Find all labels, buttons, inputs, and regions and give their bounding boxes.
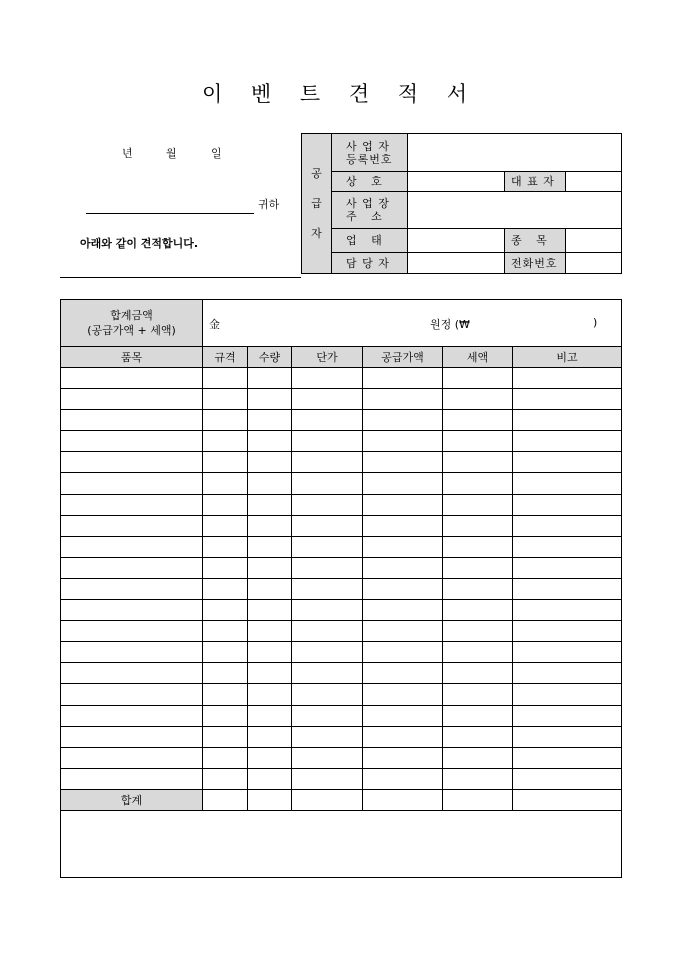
phone-label: 전화번호 [505,253,566,274]
table-cell[interactable] [203,494,248,515]
table-cell[interactable] [203,410,248,431]
table-cell[interactable] [203,389,248,410]
table-cell[interactable] [513,389,622,410]
table-cell[interactable] [443,536,513,557]
table-cell[interactable] [248,431,292,452]
won-label: 원정 (₩ [430,318,470,331]
col-header-supply-amount: 공급가액 [363,347,443,368]
table-cell[interactable] [61,431,203,452]
table-cell[interactable] [363,494,443,515]
item-field[interactable] [566,229,622,253]
table-cell[interactable] [203,536,248,557]
item-label: 종 목 [505,229,566,253]
table-cell[interactable] [61,600,203,621]
col-header-tax: 세액 [443,347,513,368]
table-cell[interactable] [513,705,622,726]
company-label: 상 호 [332,172,408,192]
address-label-line2: 주 소 [346,210,383,223]
total-amount-label-line1: 합계금액 [110,309,153,322]
footer-cell[interactable] [363,789,443,810]
table-cell[interactable] [61,452,203,473]
table-cell[interactable] [443,368,513,389]
table-row [61,431,622,452]
table-cell[interactable] [61,473,203,494]
table-cell[interactable] [61,578,203,599]
table-row [61,663,622,684]
table-cell[interactable] [203,621,248,642]
table-cell[interactable] [248,684,292,705]
date-month-label: 월 [166,147,177,160]
table-cell[interactable] [203,452,248,473]
table-row [61,705,622,726]
table-cell[interactable] [443,410,513,431]
table-cell[interactable] [203,684,248,705]
supplier-side-label [302,134,332,274]
table-cell[interactable] [292,557,363,578]
col-header-spec: 규격 [203,347,248,368]
table-cell[interactable] [363,557,443,578]
table-cell[interactable] [203,368,248,389]
col-header-unit-price: 단가 [292,347,363,368]
table-cell[interactable] [363,389,443,410]
reg-no-label [332,134,408,172]
company-field[interactable] [408,172,505,192]
table-cell[interactable] [443,705,513,726]
table-cell[interactable] [363,536,443,557]
recipient-suffix: 귀하 [258,198,280,211]
supplier-table [301,133,622,274]
table-cell[interactable] [203,515,248,536]
supplier-side-char-1: 공 [311,166,322,180]
table-cell[interactable] [363,515,443,536]
table-cell[interactable] [248,557,292,578]
table-cell[interactable] [363,431,443,452]
table-cell[interactable] [443,389,513,410]
table-row [61,557,622,578]
table-row [61,368,622,389]
table-cell[interactable] [513,557,622,578]
table-cell[interactable] [443,578,513,599]
table-cell[interactable] [248,747,292,768]
page-title: 이 벤 트 견 적 서 [201,82,479,106]
table-cell[interactable] [203,768,248,789]
recipient-line[interactable] [86,213,254,214]
table-cell[interactable] [363,600,443,621]
table-cell[interactable] [292,642,363,663]
table-cell[interactable] [248,494,292,515]
table-cell[interactable] [248,368,292,389]
table-cell[interactable] [61,557,203,578]
table-cell[interactable] [513,747,622,768]
table-row [61,726,622,747]
table-cell[interactable] [203,473,248,494]
table-cell[interactable] [292,431,363,452]
table-cell[interactable] [292,621,363,642]
table-cell[interactable] [61,747,203,768]
table-row [61,494,622,515]
table-cell[interactable] [248,473,292,494]
table-cell[interactable] [513,726,622,747]
table-cell[interactable] [513,515,622,536]
reg-no-field[interactable] [408,134,622,172]
table-cell[interactable] [363,747,443,768]
table-cell[interactable] [443,557,513,578]
address-field[interactable] [408,192,622,229]
table-cell[interactable] [292,473,363,494]
table-cell[interactable] [292,515,363,536]
table-cell[interactable] [513,368,622,389]
table-cell[interactable] [292,452,363,473]
phone-field[interactable] [566,253,622,274]
table-row [61,578,622,599]
table-cell[interactable] [513,642,622,663]
table-cell[interactable] [513,431,622,452]
footer-total-label: 합계 [61,789,203,810]
table-cell[interactable] [292,705,363,726]
table-cell[interactable] [61,389,203,410]
table-cell[interactable] [61,768,203,789]
table-cell[interactable] [292,600,363,621]
column-header-row [61,347,622,368]
table-row [61,452,622,473]
table-cell[interactable] [61,515,203,536]
table-cell[interactable] [443,663,513,684]
table-cell[interactable] [443,494,513,515]
table-cell[interactable] [248,452,292,473]
table-cell[interactable] [443,600,513,621]
table-cell[interactable] [513,536,622,557]
table-cell[interactable] [443,621,513,642]
table-cell[interactable] [513,578,622,599]
table-cell[interactable] [292,768,363,789]
table-cell[interactable] [292,389,363,410]
table-cell[interactable] [248,410,292,431]
total-amount-field[interactable] [203,300,622,347]
table-row [61,642,622,663]
table-cell[interactable] [363,705,443,726]
table-cell[interactable] [61,705,203,726]
footer-cell[interactable] [513,789,622,810]
table-cell[interactable] [363,621,443,642]
table-cell[interactable] [248,515,292,536]
rep-field[interactable] [566,172,622,192]
table-cell[interactable] [443,473,513,494]
table-cell[interactable] [292,536,363,557]
table-cell[interactable] [248,705,292,726]
remarks-area[interactable] [61,810,622,877]
table-cell[interactable] [513,494,622,515]
address-label [332,192,408,229]
table-cell[interactable] [248,536,292,557]
table-cell[interactable] [248,768,292,789]
total-amount-label [61,300,203,347]
address-label-line1: 사 업 장 [346,197,390,210]
table-row [61,621,622,642]
table-cell[interactable] [248,578,292,599]
table-cell[interactable] [443,431,513,452]
table-cell[interactable] [513,473,622,494]
table-row [61,536,622,557]
rep-label: 대 표 자 [505,172,566,192]
table-row [61,768,622,789]
manager-label: 담 당 자 [332,253,408,274]
table-cell[interactable] [203,726,248,747]
supplier-side-char-2: 급 [311,196,322,210]
total-amount-label-line2: (공급가액 + 세액) [87,324,176,337]
table-cell[interactable] [513,452,622,473]
table-cell[interactable] [513,621,622,642]
table-row [61,515,622,536]
footer-cell[interactable] [248,789,292,810]
divider [60,277,301,278]
table-cell[interactable] [292,663,363,684]
table-cell[interactable] [292,747,363,768]
date-year-label: 년 [122,147,133,160]
table-cell[interactable] [363,473,443,494]
table-cell[interactable] [248,389,292,410]
table-cell[interactable] [203,578,248,599]
manager-field[interactable] [408,253,505,274]
table-cell[interactable] [363,768,443,789]
table-cell[interactable] [292,494,363,515]
table-cell[interactable] [203,663,248,684]
table-cell[interactable] [292,726,363,747]
table-cell[interactable] [443,515,513,536]
table-cell[interactable] [363,452,443,473]
table-cell[interactable] [363,684,443,705]
footer-cell[interactable] [203,789,248,810]
table-cell[interactable] [513,663,622,684]
supplier-side-char-3: 자 [311,226,322,240]
table-cell[interactable] [61,726,203,747]
business-type-label: 업 태 [332,229,408,253]
table-cell[interactable] [61,642,203,663]
table-row [61,410,622,431]
table-cell[interactable] [363,578,443,599]
reg-no-label-line1: 사 업 자 [346,139,390,153]
close-paren: ) [593,316,598,329]
notice-text: 아래와 같이 견적합니다. [80,237,199,250]
table-cell[interactable] [513,768,622,789]
amount-prefix: 金 [209,318,220,331]
table-cell[interactable] [363,642,443,663]
table-cell[interactable] [248,621,292,642]
table-cell[interactable] [292,578,363,599]
table-cell[interactable] [203,747,248,768]
table-cell[interactable] [443,768,513,789]
table-cell[interactable] [248,642,292,663]
table-cell[interactable] [61,494,203,515]
table-cell[interactable] [292,684,363,705]
table-cell[interactable] [203,431,248,452]
table-cell[interactable] [443,684,513,705]
table-cell[interactable] [203,600,248,621]
table-cell[interactable] [443,747,513,768]
table-cell[interactable] [513,684,622,705]
table-cell[interactable] [363,663,443,684]
business-type-field[interactable] [408,229,505,253]
date-day-label: 일 [211,147,222,160]
table-row [61,389,622,410]
table-cell[interactable] [61,368,203,389]
table-cell[interactable] [203,642,248,663]
table-cell[interactable] [61,410,203,431]
footer-cell[interactable] [292,789,363,810]
col-header-note: 비고 [513,347,622,368]
table-cell[interactable] [203,557,248,578]
table-cell[interactable] [248,663,292,684]
col-header-item: 품목 [61,347,203,368]
table-cell[interactable] [443,452,513,473]
items-table [60,299,622,878]
table-cell[interactable] [513,600,622,621]
table-cell[interactable] [443,726,513,747]
table-cell[interactable] [61,663,203,684]
table-cell[interactable] [203,705,248,726]
table-cell[interactable] [363,368,443,389]
reg-no-label-line2: 등록번호 [346,152,393,166]
table-row [61,473,622,494]
table-cell[interactable] [443,642,513,663]
table-cell[interactable] [363,410,443,431]
table-row [61,747,622,768]
table-cell[interactable] [292,410,363,431]
footer-total-row [61,789,622,810]
table-cell[interactable] [363,726,443,747]
table-cell[interactable] [292,368,363,389]
table-cell[interactable] [513,410,622,431]
table-cell[interactable] [248,600,292,621]
col-header-qty: 수량 [248,347,292,368]
table-cell[interactable] [61,684,203,705]
table-cell[interactable] [248,726,292,747]
table-row [61,600,622,621]
table-cell[interactable] [61,536,203,557]
footer-cell[interactable] [443,789,513,810]
table-row [61,684,622,705]
table-cell[interactable] [61,621,203,642]
